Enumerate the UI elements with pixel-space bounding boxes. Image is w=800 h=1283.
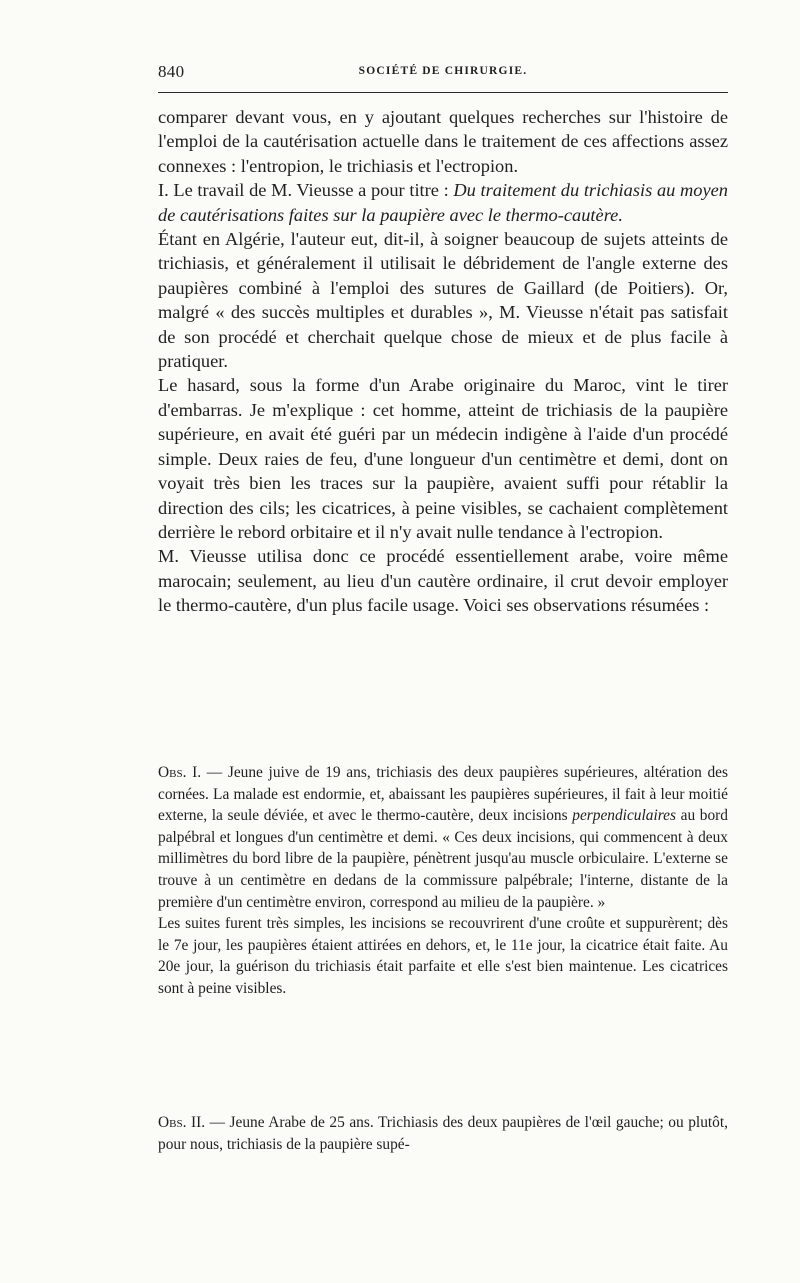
page-number: 840 — [158, 62, 185, 81]
paragraph-2-intro: I. Le travail de M. Vieusse a pour titre : — [158, 180, 454, 201]
observation-1-text — [158, 762, 728, 913]
main-text — [158, 105, 728, 618]
observation-2-body: — Jeune Arabe de 25 ans. Trichiasis des deux paupières de l'œil gauche; ou plutôt, pour nous, trichiasis de la paupière supé- — [158, 1114, 728, 1153]
running-head — [158, 62, 728, 84]
paragraph-3: Étant en Algérie, l'auteur eut, dit-il, à soigner beaucoup de sujets atteints de trichiasis, et généralement il utilisait le débridement de l'angle externe des paupières combiné à l'emploi des sutures de Gaillard (de Poitiers). Or, malgré « des succès multiples et durables », M. Vieusse n'était pas satisfait de son procédé et cherchait quelque chose de mieux et de plus facile à pratiquer. — [158, 229, 728, 372]
paragraph-4: Le hasard, sous la forme d'un Arabe originaire du Maroc, vint le tirer d'embarras. Je m'explique : cet homme, atteint de trichiasis de la paupière supérieure, en avait été guéri par un médecin indigène à l'aide d'un procédé simple. Deux raies de feu, d'une longueur d'un centimètre et demi, dont on voyait très bien les traces sur la paupière, avaient suffi pour rétablir la direction des cils; les cicatrices, à peine visibles, se cachaient complètement derrière le rebord orbitaire et il n'y avait nulle tendance à l'ectropion. — [158, 375, 728, 542]
observation-1 — [158, 762, 728, 1000]
paragraph-5: M. Vieusse utilisa donc ce procédé essentiellement arabe, voire même marocain; seulement, au lieu d'un cautère ordinaire, il crut devoir employer le thermo-cautère, d'un plus facile usage. Voici ses observations résumées : — [158, 546, 728, 616]
paragraph-2-title: Du traitement du trichiasis au moyen de cautérisations faites sur la paupière avec le thermo-cautère. — [158, 180, 728, 225]
observation-1-part-b: au bord palpébral et longues d'un centimètre et demi. « Ces deux incisions, qui commencent à deux millimètres du bord libre de la paupière, pénètrent jusqu'au muscle orbiculaire. L'externe se trouve à un centimètre en dedans de la commissure palpébrale; l'interne, distante de la première d'un centimètre environ, correspond au milieu de la paupière. » — [158, 807, 728, 911]
observation-1-italic: perpendiculaires — [572, 807, 676, 825]
observation-2 — [158, 1112, 728, 1155]
observation-1-label: Obs. I. — [158, 764, 202, 781]
observation-2-text — [158, 1112, 728, 1155]
paragraph-2 — [158, 178, 728, 227]
observation-1-followup: Les suites furent très simples, les incisions se recouvrirent d'une croûte et suppurèrent; dès le 7e jour, les paupières étaient attirées en dehors, et, le 11e jour, la cicatrice était faite. Au 20e jour, la guérison du trichiasis était parfaite et elle s'est bien maintenue. Les cicatrices sont à peine visibles. — [158, 915, 728, 997]
running-title: SOCIÉTÉ DE CHIRURGIE. — [358, 65, 528, 77]
observation-2-label: Obs. II. — [158, 1114, 206, 1131]
header-rule — [158, 92, 728, 93]
paragraph-1: comparer devant vous, en y ajoutant quelques recherches sur l'histoire de l'emploi de la cautérisation actuelle dans le traitement de ces affections assez connexes : l'entropion, le trichiasis et l'ectropion. — [158, 107, 728, 176]
observation-1-part-a: — Jeune juive de 19 ans, trichiasis des deux paupières supérieures, altération des cornées. La malade est endormie, et, abaissant les paupières supérieures, il fait à leur moitié externe, la seule déviée, et avec le thermo-cautère, deux incisions — [158, 764, 728, 825]
